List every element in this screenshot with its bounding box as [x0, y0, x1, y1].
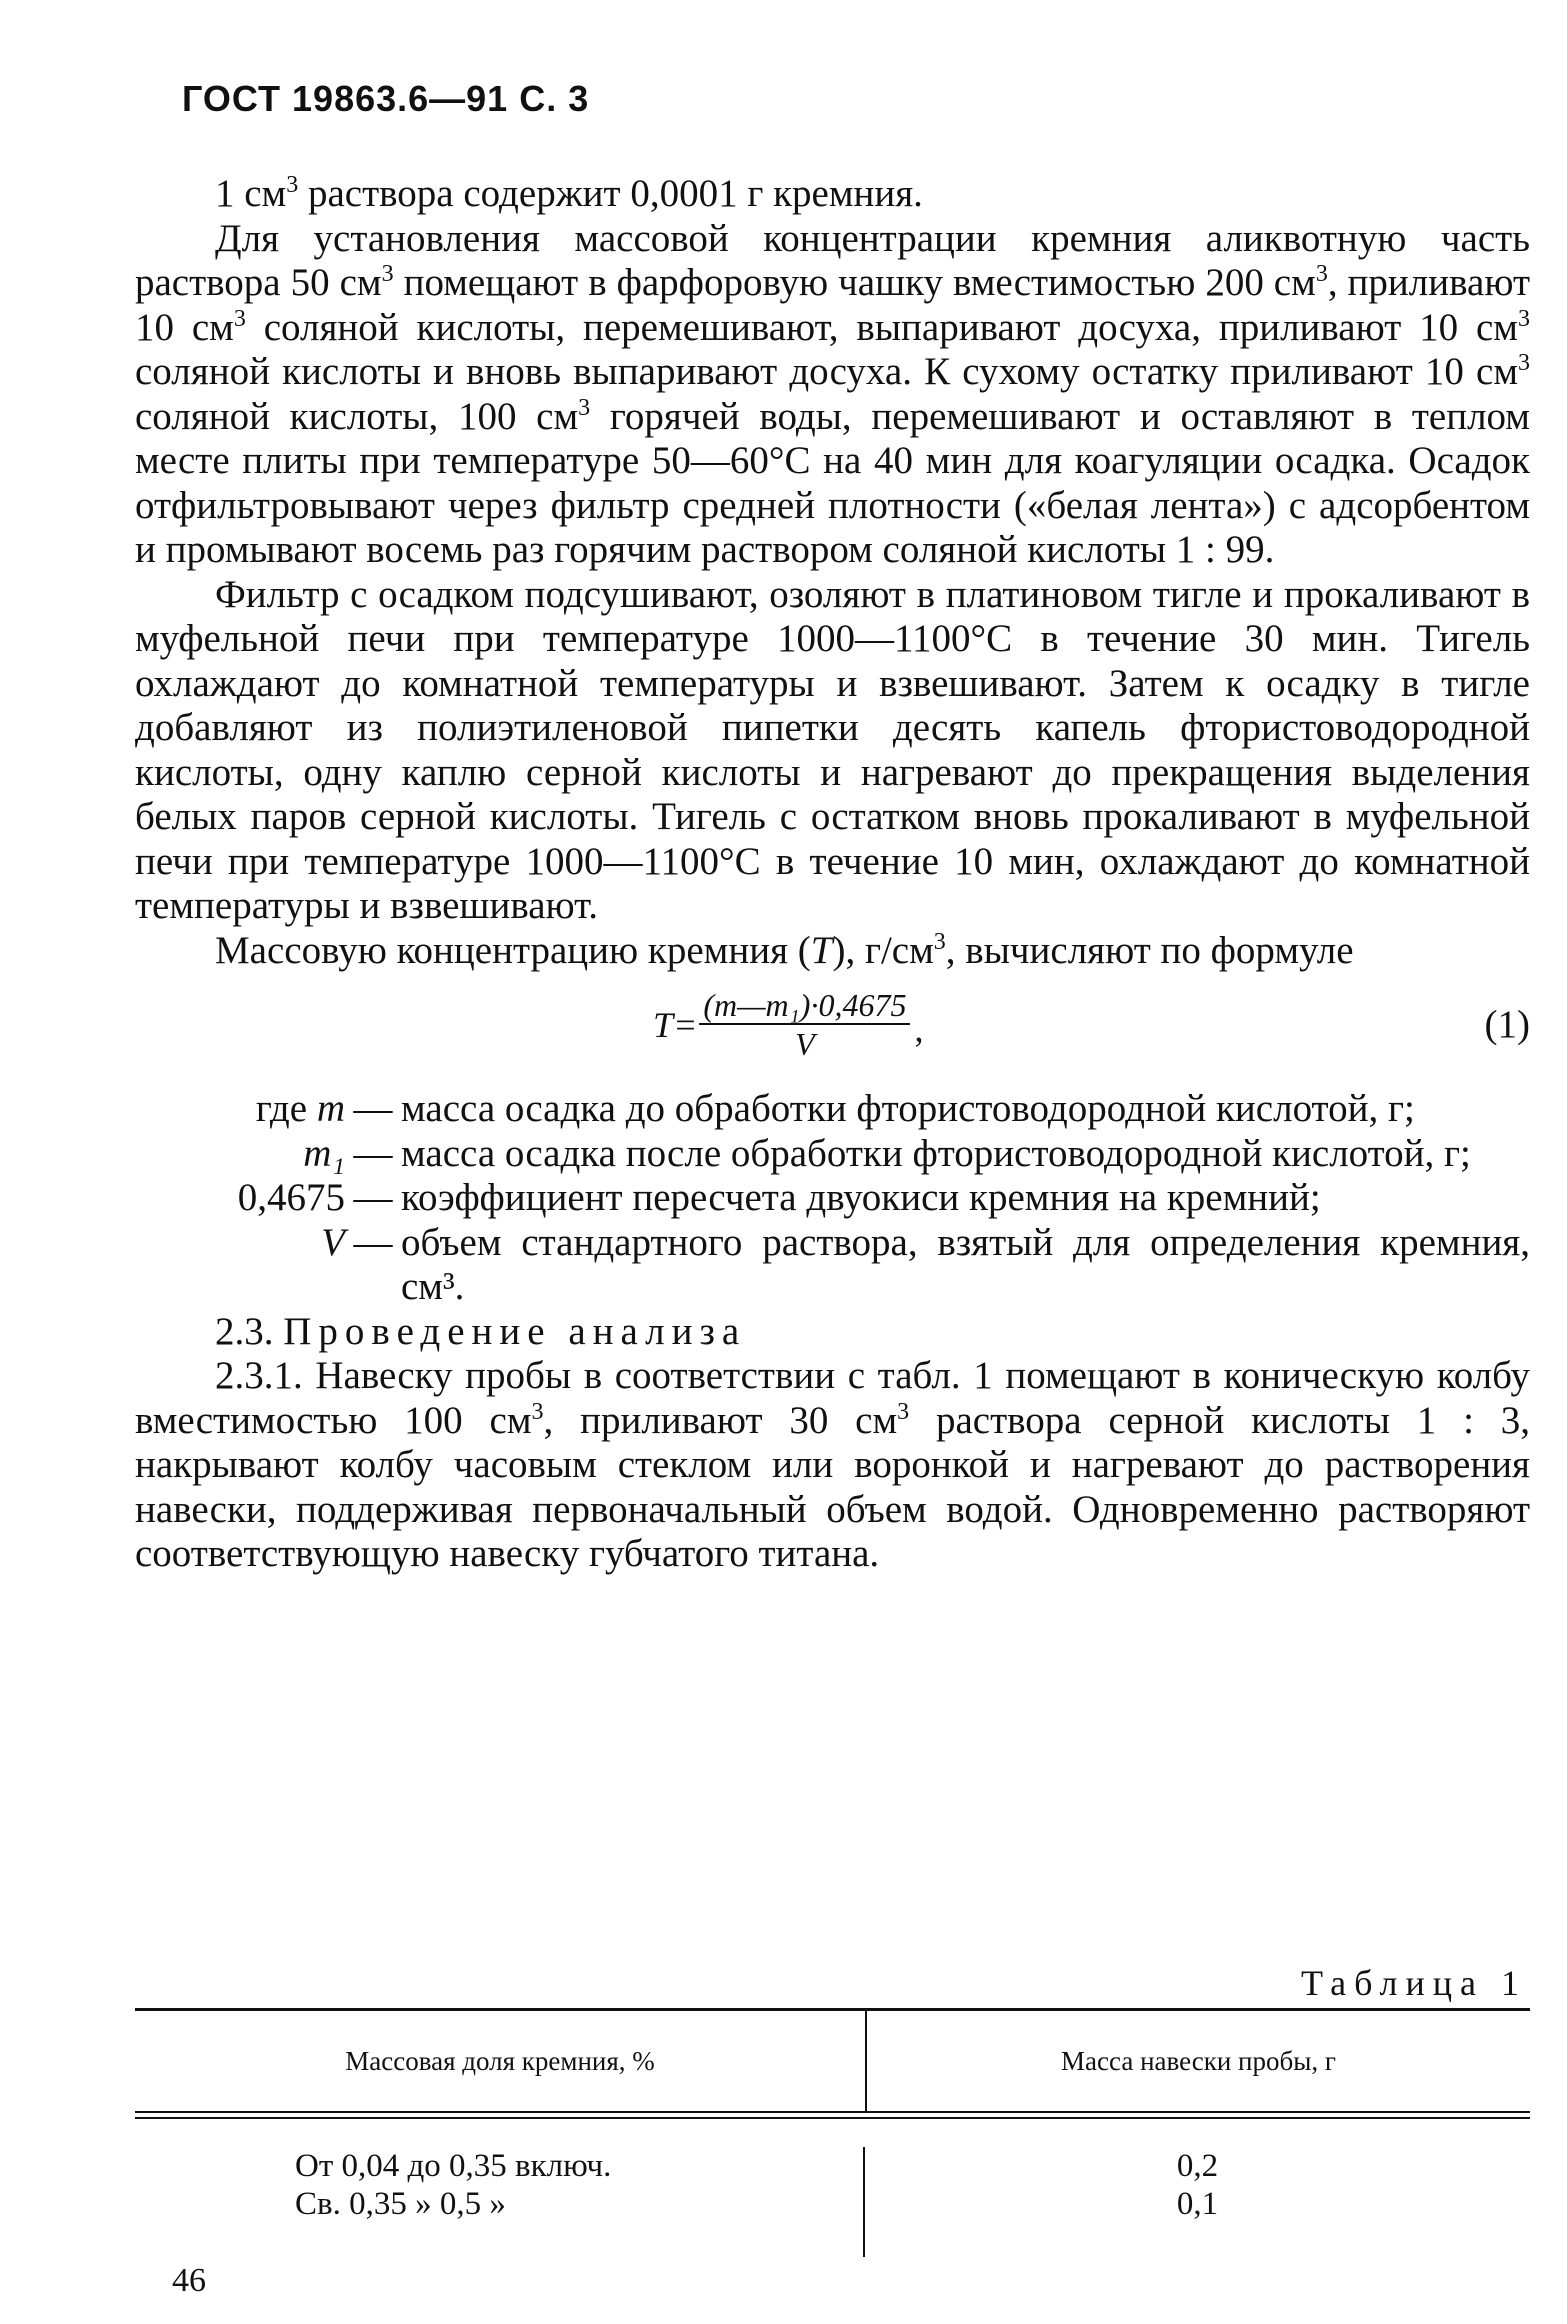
formula-numerator: (m—m₁)·0,4675 [699, 987, 910, 1025]
table-cell: От 0,04 до 0,35 включ. [295, 2148, 612, 2184]
table-header-row [135, 2011, 1530, 2111]
table-header-cell: Масса навески пробы, г [1061, 2045, 1336, 2076]
intro-line: 1 $см^3$ раствора содержит 0,0001 г кремния. [215, 172, 923, 215]
equation-number: (1) [1484, 1003, 1530, 1046]
definition-item: 0,4675 — коэффициент пересчета двуокиси кремния на кремний; [237, 1176, 1321, 1219]
table-cell: 0,1 [1176, 2186, 1219, 2222]
formula-lhs: T= [653, 1004, 698, 1045]
definitions [135, 1087, 1530, 1310]
table-cell: Св. 0,35 » 0,5 » [295, 2186, 506, 2222]
table-column-silicon [135, 2147, 865, 2257]
page-number: 46 [172, 2262, 206, 2299]
definition-item: V — объем стандартного раствора, взятый для определения кремния, см³. [321, 1220, 1530, 1308]
page-header: ГОСТ 19863.6—91 С. 3 [182, 78, 590, 119]
table-body [135, 2119, 1530, 2257]
formula-denominator: V [795, 1026, 815, 1062]
formula: T= $\frac{\text{(m—m₁)·0,4675}}{V}$ , [653, 987, 924, 1062]
formula-row [135, 973, 1530, 1083]
table-column-mass [865, 2147, 1530, 2257]
section-heading: 2.3. Проведение анализа [215, 1309, 747, 1353]
table-cell: 0,2 [1176, 2148, 1219, 2184]
definition-item: где m — масса осадка до обработки фтористоводородной кислотой, г; [255, 1087, 1415, 1130]
definition-item: m₁ — масса осадка после обработки фтористоводородной кислотой, г; [303, 1131, 1471, 1175]
table-1 [135, 2008, 1530, 2257]
formula-fraction [699, 987, 910, 1063]
paragraph-silicon-concentration: Для установления массовой концентрации кремния аликвотную часть раствора 50 $см^3$ помещают в фарфоровую чашку вместимостью 200 $см^3$, приливают 10 $см^3$ соляной кислоты, перемешивают, выпаривают досуха, приливают 10 $см^3$ соляной кислоты и вновь выпаривают досуха. К сухому остатку приливают 10 $см^3$ соляной кислоты, 100 $см^3$ горячей воды, перемешивают и оставляют в теплом месте плиты при температуре 50—60°С на 40 мин для коагуляции осадка. Осадок отфильтровывают через фильтр средней плотности («белая лента») с адсорбентом и промывают восемь раз горячим раствором соляной кислоты 1 : 99. [135, 216, 1530, 571]
body-text [135, 172, 1530, 1577]
paragraph-formula-intro: Массовую концентрацию кремния (T), $г/см^3$, вычисляют по формуле [215, 928, 1354, 972]
paragraph-procedure: 2.3.1. Навеску пробы в соответствии с табл. 1 помещают в коническую колбу вместимостью 100 $см^3$, приливают 30 $см^3$ раствора серной кислоты 1 : 3, накрывают колбу часовым стеклом или воронкой и нагревают до растворения навески, поддерживая первоначальный объем водой. Одновременно растворяют соответствующую навеску губчатого титана. [135, 1354, 1530, 1575]
paragraph-filter: Фильтр с осадком подсушивают, озоляют в платиновом тигле и прокаливают в муфельной печи при температуре 1000—1100°С в течение 30 мин. Тигель охлаждают до комнатной температуры и взвешивают. Затем к осадку в тигле добавляют из полиэтиленовой пипетки десять капель фтористоводородной кислоты, одну каплю серной кислоты и нагревают до прекращения выделения белых паров серной кислоты. Тигель с остатком вновь прокаливают в муфельной печи при температуре 1000—1100°С в течение 10 мин, охлаждают до комнатной температуры и взвешивают. [135, 572, 1530, 927]
table-title: Таблица 1 [1301, 1963, 1527, 2003]
table-header-cell: Массовая доля кремния, % [135, 2011, 867, 2111]
